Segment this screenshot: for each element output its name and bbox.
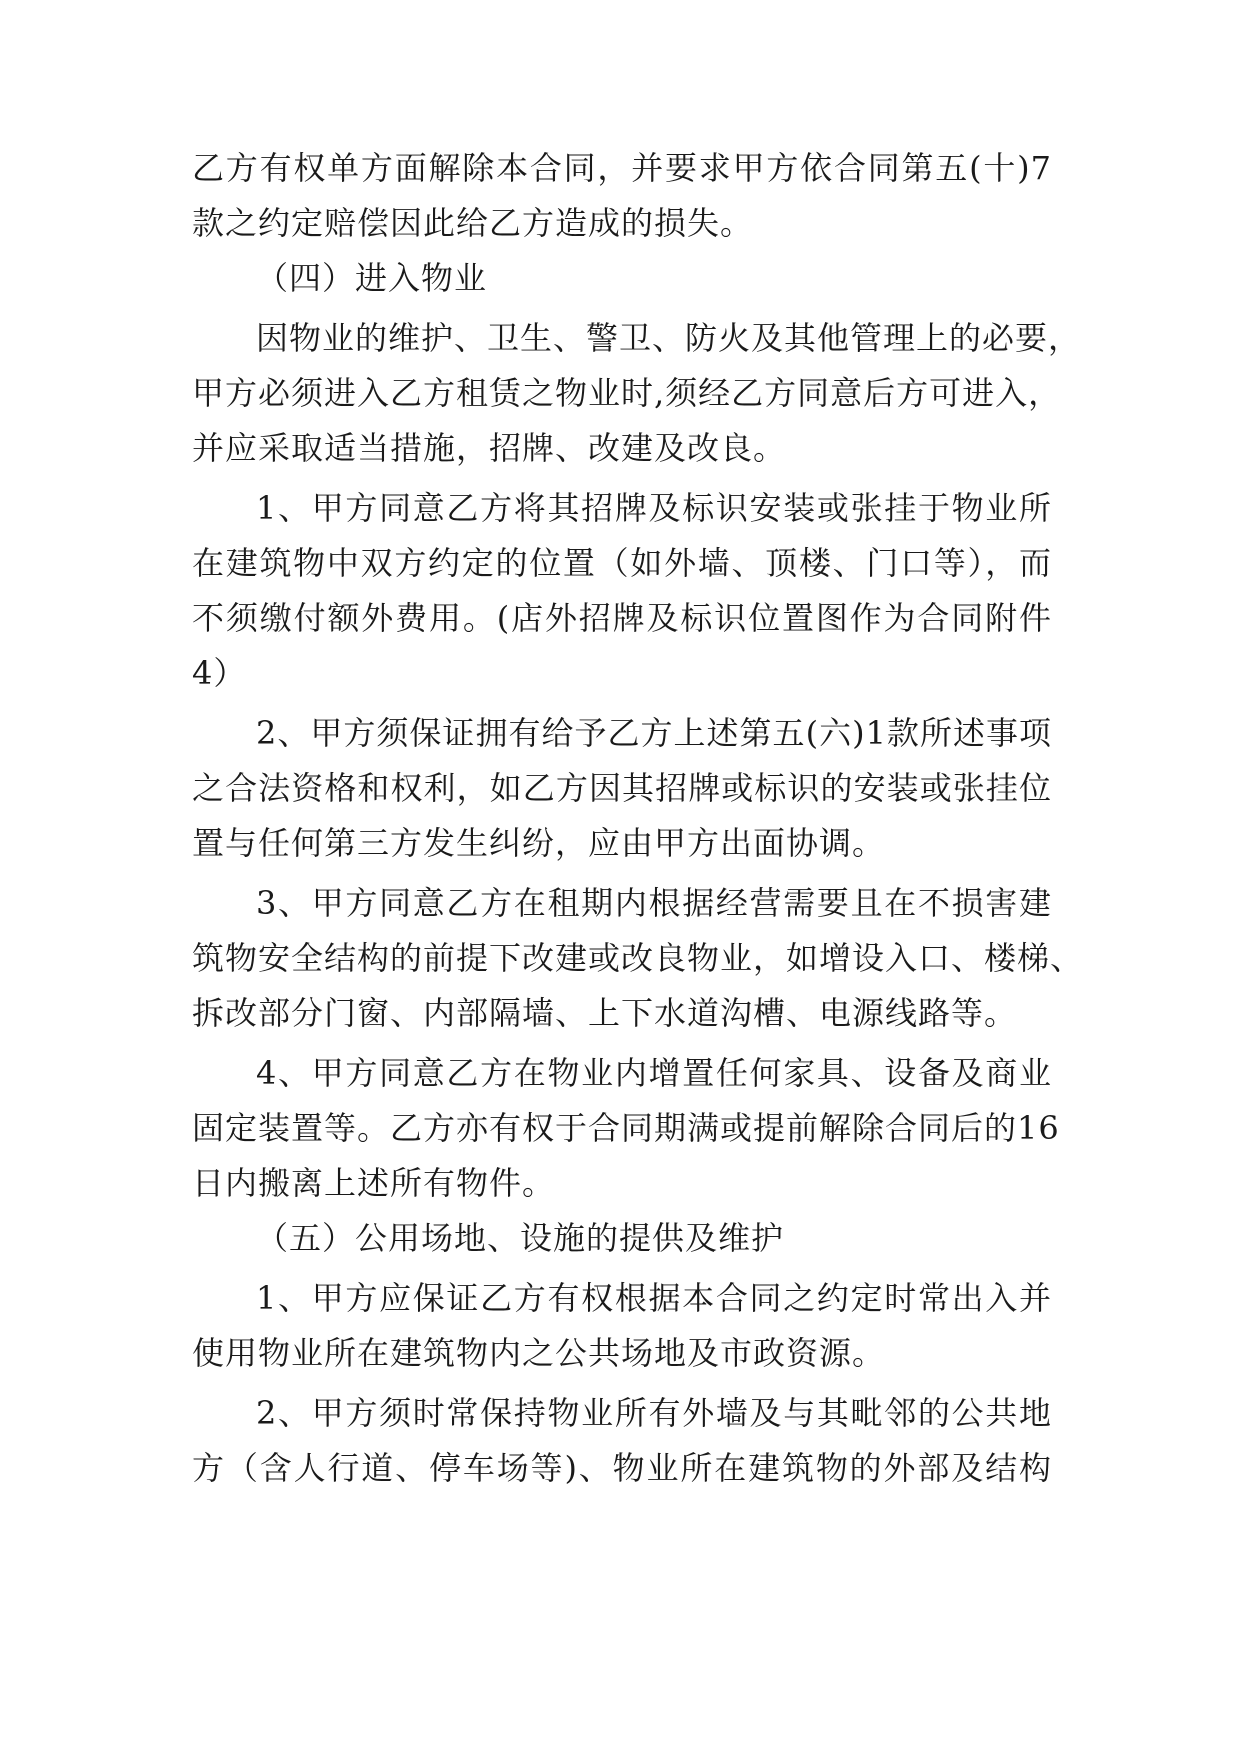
text-line: 日内搬离上述所有物件。 bbox=[192, 1164, 556, 1202]
text-line: 不须缴付额外费用。(店外招牌及标识位置图作为合同附件 bbox=[192, 599, 1052, 637]
section-heading: （五）公用场地、设施的提供及维护 bbox=[256, 1219, 785, 1257]
text-line: 3、甲方同意乙方在租期内根据经营需要且在不损害建 bbox=[256, 884, 1052, 922]
text-line: 固定装置等。乙方亦有权于合同期满或提前解除合同后的16 bbox=[192, 1109, 1060, 1147]
text-line: 因物业的维护、卫生、警卫、防火及其他管理上的必要， bbox=[256, 319, 1082, 357]
text-line: 拆改部分门窗、内部隔墙、上下水道沟槽、电源线路等。 bbox=[192, 994, 1018, 1032]
text-line: 方（含人行道、停车场等)、物业所在建筑物的外部及结构 bbox=[192, 1449, 1052, 1487]
text-line: 1、甲方同意乙方将其招牌及标识安装或张挂于物业所 bbox=[256, 489, 1052, 527]
text-line: 筑物安全结构的前提下改建或改良物业，如增设入口、楼梯、 bbox=[192, 939, 1084, 977]
text-line: 4、甲方同意乙方在物业内增置任何家具、设备及商业 bbox=[256, 1054, 1052, 1092]
text-line: 1、甲方应保证乙方有权根据本合同之约定时常出入并 bbox=[256, 1279, 1052, 1317]
text-line: 并应采取适当措施，招牌、改建及改良。 bbox=[192, 429, 787, 467]
section-heading: （四）进入物业 bbox=[256, 259, 488, 297]
text-line: 使用物业所在建筑物内之公共场地及市政资源。 bbox=[192, 1334, 886, 1372]
text-line: 置与任何第三方发生纠纷，应由甲方出面协调。 bbox=[192, 824, 886, 862]
text-line: 4） bbox=[192, 654, 247, 692]
text-line: 之合法资格和权利，如乙方因其招牌或标识的安装或张挂位 bbox=[192, 769, 1052, 807]
text-line: 乙方有权单方面解除本合同，并要求甲方依合同第五(十)7 bbox=[192, 149, 1052, 187]
text-line: 在建筑物中双方约定的位置（如外墙、顶楼、门口等），而 bbox=[192, 544, 1052, 582]
text-line: 2、甲方须保证拥有给予乙方上述第五(六)1款所述事项 bbox=[256, 714, 1052, 752]
text-line: 甲方必须进入乙方租赁之物业时,须经乙方同意后方可进入， bbox=[192, 374, 1062, 412]
text-line: 2、甲方须时常保持物业所有外墙及与其毗邻的公共地 bbox=[256, 1394, 1052, 1432]
text-line: 款之约定赔偿因此给乙方造成的损失。 bbox=[192, 204, 754, 242]
